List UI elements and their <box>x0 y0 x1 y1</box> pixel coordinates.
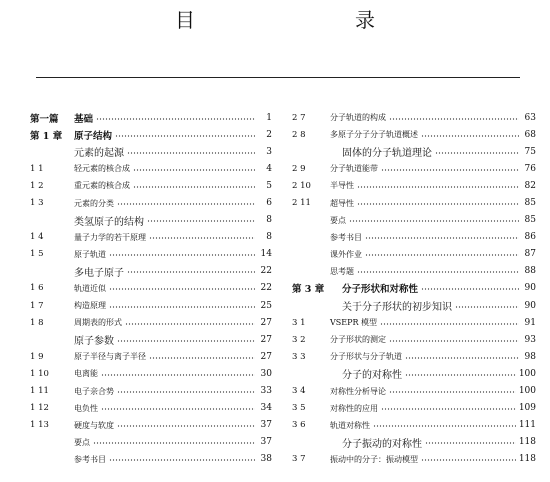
toc-entry-page: 25 <box>260 300 272 311</box>
toc-entry[interactable] <box>30 160 272 177</box>
toc-entry[interactable] <box>30 331 272 348</box>
toc-entry-title: 分子形状和对称性 <box>342 284 419 296</box>
toc-leader-dots <box>380 323 519 325</box>
toc-entry-title: 对称性的应用 <box>330 403 378 413</box>
toc-entry-title: 重元素的核合成 <box>74 181 130 191</box>
toc-entry-title: 要点 <box>74 437 90 447</box>
toc-leader-dots <box>405 374 516 376</box>
toc-leader-dots <box>349 220 519 222</box>
toc-entry[interactable] <box>292 400 536 417</box>
toc-entry-title: 要点 <box>330 215 346 225</box>
toc-entry[interactable] <box>30 348 272 365</box>
toc-entry-title: 分子振动的对称性 <box>342 438 422 450</box>
toc-leader-dots <box>381 408 516 410</box>
toc-entry[interactable] <box>30 280 272 297</box>
toc-entry-title: 原子结构 <box>74 130 113 142</box>
toc-leader-dots <box>357 203 519 205</box>
toc-entry[interactable] <box>292 348 536 365</box>
toc-entry-page: 109 <box>518 403 536 414</box>
toc-entry[interactable] <box>292 434 536 451</box>
toc-entry-title: 多电子原子 <box>74 267 124 279</box>
toc-leader-dots <box>405 357 519 359</box>
toc-entry-title: 思考题 <box>330 266 354 276</box>
toc-entry-number: 第 1 章 <box>30 130 63 142</box>
toc-entry-title: 分子的对称性 <box>342 370 402 382</box>
toc-entry-page: 63 <box>524 112 536 123</box>
toc-entry-page: 68 <box>524 129 536 140</box>
toc-leader-dots <box>117 391 255 393</box>
toc-entry-page: 100 <box>518 386 536 397</box>
toc-entry-page: 82 <box>524 180 536 191</box>
toc-entry-page: 100 <box>518 368 536 379</box>
toc-entry[interactable] <box>292 451 536 468</box>
toc-entry-page: 91 <box>524 317 536 328</box>
toc-entry[interactable] <box>292 126 536 143</box>
toc-entry-title: 元素的分类 <box>74 198 114 208</box>
toc-entry-page: 22 <box>260 283 272 294</box>
toc-entry-title: 硬度与软度 <box>74 420 114 430</box>
toc-entry[interactable] <box>30 297 272 314</box>
toc-leader-dots <box>421 288 519 290</box>
toc-entry-title: 量子力学的若干原理 <box>74 232 146 242</box>
toc-entry-page: 87 <box>524 249 536 260</box>
toc-entry-page: 14 <box>260 249 272 260</box>
toc-entry[interactable] <box>292 417 536 434</box>
toc-entry[interactable] <box>292 160 536 177</box>
toc-leader-dots <box>149 357 255 359</box>
toc-leader-dots <box>373 425 516 427</box>
toc-leader-dots <box>125 323 255 325</box>
toc-entry-page: 2 <box>266 129 272 140</box>
page-title: 目 录 <box>175 8 415 32</box>
toc-leader-dots <box>147 220 255 222</box>
toc-entry-page: 34 <box>260 403 272 414</box>
toc-leader-dots <box>365 254 519 256</box>
toc-entry-number: 1 3 <box>30 198 44 209</box>
toc-entry-page: 85 <box>524 198 536 209</box>
toc-entry-title: 原子轨道 <box>74 249 106 259</box>
toc-leader-dots <box>421 459 516 461</box>
toc-entry-page: 27 <box>260 317 272 328</box>
toc-entry-title: 参考书目 <box>330 232 362 242</box>
toc-entry-number: 1 1 <box>30 163 44 174</box>
toc-entry-title: 电离能 <box>74 369 98 379</box>
toc-entry[interactable] <box>292 212 536 229</box>
toc-entry[interactable] <box>292 246 536 263</box>
toc-entry-page: 8 <box>266 215 272 226</box>
toc-entry-number: 3 6 <box>292 420 306 431</box>
toc-entry-title: 分子轨道的构成 <box>330 113 386 123</box>
toc-entry-title: 多原子分子分子轨道概述 <box>330 130 418 140</box>
toc-entry-number: 1 5 <box>30 249 44 260</box>
toc-entry[interactable] <box>292 314 536 331</box>
toc-entry-page: 38 <box>260 454 272 465</box>
toc-entry-page: 90 <box>524 283 536 294</box>
toc-entry[interactable] <box>30 365 272 382</box>
toc-entry-title: 类氢原子的结构 <box>74 216 144 228</box>
toc-entry-title: 参考书目 <box>74 454 106 464</box>
toc-entry-title: 构造原理 <box>74 301 106 311</box>
toc-entry-number: 2 8 <box>292 129 306 140</box>
toc-entry[interactable] <box>30 177 272 194</box>
toc-entry-number: 1 11 <box>30 386 49 397</box>
toc-entry-number: 2 11 <box>292 198 311 209</box>
toc-entry[interactable] <box>292 109 536 126</box>
toc-entry-page: 5 <box>266 180 272 191</box>
toc-entry-number: 3 7 <box>292 454 306 465</box>
toc-entry-page: 118 <box>518 454 536 465</box>
toc-entry-number: 1 8 <box>30 317 44 328</box>
toc-entry-number: 1 13 <box>30 420 49 431</box>
toc-entry-page: 88 <box>524 266 536 277</box>
toc-leader-dots <box>133 169 255 171</box>
toc-entry-page: 3 <box>266 146 272 157</box>
toc-leader-dots <box>365 237 519 239</box>
toc-entry[interactable] <box>30 194 272 211</box>
toc-entry[interactable] <box>30 246 272 263</box>
toc-entry-title: 原子参数 <box>74 336 114 348</box>
toc-entry-title: 超导性 <box>330 198 354 208</box>
toc-entry-number: 1 12 <box>30 403 49 414</box>
toc-entry-title: 分子形状与分子轨道 <box>330 352 402 362</box>
toc-entry-title: 关于分子形状的初步知识 <box>342 302 452 314</box>
toc-leader-dots <box>455 306 519 308</box>
toc-entry[interactable] <box>292 229 536 246</box>
toc-leader-dots <box>93 442 255 444</box>
toc-entry-title: 轻元素的核合成 <box>74 164 130 174</box>
toc-entry[interactable] <box>30 143 272 160</box>
toc-leader-dots <box>117 340 255 342</box>
toc-leader-dots <box>109 306 255 308</box>
toc-entry-page: 85 <box>524 215 536 226</box>
toc-entry-title: 课外作业 <box>330 249 362 259</box>
toc-entry[interactable] <box>30 400 272 417</box>
toc-leader-dots <box>425 442 516 444</box>
toc-entry-number: 1 2 <box>30 180 44 191</box>
toc-entry-number: 3 4 <box>292 386 306 397</box>
toc-leader-dots <box>109 288 255 290</box>
toc-entry-page: 75 <box>524 146 536 157</box>
toc-entry-page: 4 <box>266 163 272 174</box>
toc-leader-dots <box>381 169 519 171</box>
toc-entry[interactable] <box>30 383 272 400</box>
toc-entry-page: 118 <box>518 437 536 448</box>
toc-leader-dots <box>117 203 255 205</box>
toc-entry-title: 元素的起源 <box>74 148 124 160</box>
toc-entry-title: 原子半径与离子半径 <box>74 352 146 362</box>
toc-entry-number: 1 7 <box>30 300 44 311</box>
toc-entry-title: 电负性 <box>74 403 98 413</box>
toc-entry-page: 30 <box>260 368 272 379</box>
toc-entry-title: VSEPR 模型 <box>330 318 378 328</box>
toc-entry-number: 1 6 <box>30 283 44 294</box>
toc-entry-title: 周期表的形式 <box>74 318 122 328</box>
toc-entry-number: 第 3 章 <box>292 284 325 296</box>
toc-entry-number: 1 10 <box>30 368 49 379</box>
toc-entry[interactable] <box>30 212 272 229</box>
toc-entry-number: 3 3 <box>292 351 306 362</box>
toc-entry[interactable] <box>292 365 536 382</box>
toc-entry-number: 3 1 <box>292 317 306 328</box>
toc-leader-dots <box>117 425 255 427</box>
toc-entry-title: 半导性 <box>330 181 354 191</box>
toc-entry-page: 8 <box>266 232 272 243</box>
toc-entry-number: 2 7 <box>292 112 306 123</box>
toc-entry[interactable] <box>292 297 536 314</box>
toc-leader-dots <box>101 374 255 376</box>
toc-entry[interactable] <box>292 331 536 348</box>
toc-entry[interactable] <box>30 109 272 126</box>
toc-entry[interactable] <box>30 263 272 280</box>
toc-leader-dots <box>389 118 519 120</box>
toc-leader-dots <box>127 152 255 154</box>
toc-entry-page: 22 <box>260 266 272 277</box>
toc-entry-title: 电子亲合势 <box>74 386 114 396</box>
toc-entry-page: 27 <box>260 334 272 345</box>
toc-entry-page: 37 <box>260 437 272 448</box>
toc-entry-page: 27 <box>260 351 272 362</box>
toc-entry[interactable] <box>30 126 272 143</box>
toc-entry-number: 3 2 <box>292 334 306 345</box>
toc-entry-title: 轨道近似 <box>74 283 106 293</box>
toc-leader-dots <box>109 254 255 256</box>
toc-leader-dots <box>357 186 519 188</box>
toc-leader-dots <box>109 459 255 461</box>
toc-entry-title: 固体的分子轨道理论 <box>342 148 432 160</box>
toc-entry-number: 1 4 <box>30 232 44 243</box>
toc-leader-dots <box>101 408 255 410</box>
toc-entry-page: 93 <box>524 334 536 345</box>
toc-entry[interactable] <box>30 451 272 468</box>
toc-leader-dots <box>96 118 255 120</box>
toc-left-column <box>30 109 272 468</box>
toc-entry[interactable] <box>30 229 272 246</box>
toc-entry[interactable] <box>292 280 536 297</box>
toc-entry-number: 1 9 <box>30 351 44 362</box>
toc-leader-dots <box>115 135 255 137</box>
toc-entry-page: 86 <box>524 232 536 243</box>
toc-entry-title: 轨道对称性 <box>330 420 370 430</box>
toc-entry[interactable] <box>292 177 536 194</box>
toc-entry-title: 对称性分析导论 <box>330 386 386 396</box>
toc-right-column <box>292 109 536 468</box>
toc-leader-dots <box>133 186 255 188</box>
toc-entry[interactable] <box>292 194 536 211</box>
toc-entry-number: 第一篇 <box>30 113 59 125</box>
toc-entry-page: 37 <box>260 420 272 431</box>
header-rule <box>36 77 520 78</box>
toc-entry-page: 6 <box>266 198 272 209</box>
toc-leader-dots <box>389 391 516 393</box>
toc-entry[interactable] <box>30 417 272 434</box>
toc-entry-page: 1 <box>266 112 272 123</box>
toc-entry-number: 2 10 <box>292 180 311 191</box>
toc-entry-title: 振动中的分子：振动模型 <box>330 454 418 464</box>
toc-entry-number: 2 9 <box>292 163 306 174</box>
toc-entry-page: 76 <box>524 163 536 174</box>
toc-entry[interactable] <box>30 314 272 331</box>
toc-leader-dots <box>421 135 519 137</box>
toc-leader-dots <box>389 340 519 342</box>
toc-entry-page: 90 <box>524 300 536 311</box>
toc-entry-page: 111 <box>518 420 536 431</box>
toc-leader-dots <box>127 271 255 273</box>
toc-leader-dots <box>149 237 255 239</box>
toc-entry[interactable] <box>30 434 272 451</box>
toc-entry-number: 3 5 <box>292 403 306 414</box>
toc-entry-title: 分子轨道能带 <box>330 164 378 174</box>
toc-leader-dots <box>357 271 519 273</box>
toc-entry-title: 基础 <box>74 113 94 125</box>
toc-entry[interactable] <box>292 263 536 280</box>
toc-entry-page: 98 <box>524 351 536 362</box>
toc-entry[interactable] <box>292 383 536 400</box>
toc-leader-dots <box>435 152 519 154</box>
toc-entry-title: 分子形状的测定 <box>330 335 386 345</box>
toc-entry[interactable] <box>292 143 536 160</box>
toc-entry-page: 33 <box>260 386 272 397</box>
